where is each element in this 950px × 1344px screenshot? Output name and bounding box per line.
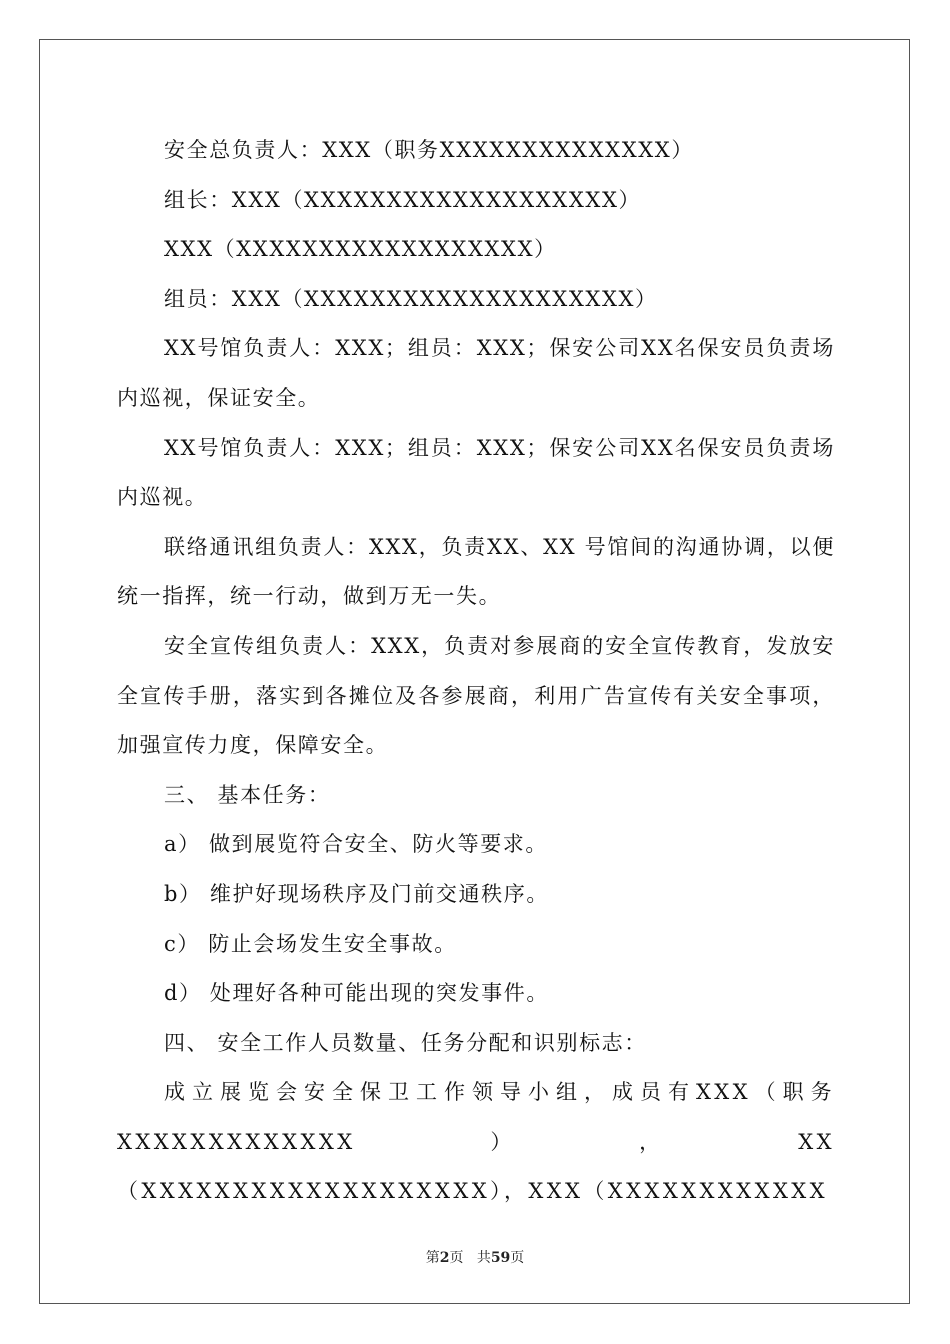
page-prefix: 第: [425, 1250, 440, 1266]
page-suffix: 页: [449, 1250, 464, 1266]
total-prefix: 共: [476, 1250, 491, 1266]
paragraph-safety-chief: 安全总负责人：XXX（职务XXXXXXXXXXXXXX）: [164, 138, 694, 162]
total-pages: 59: [490, 1250, 511, 1266]
total-suffix: 页: [510, 1250, 525, 1266]
paragraph-group-leader: 组长：XXX（XXXXXXXXXXXXXXXXXXX）: [164, 187, 642, 212]
page-number: 2: [439, 1250, 450, 1266]
paragraph-hall-b: XX号馆负责人：XXX；组员：XXX；保安公司XX名保安员负责场内巡视。: [117, 435, 835, 510]
section-heading-staff: 四、 安全工作人员数量、任务分配和识别标志：: [164, 1030, 647, 1055]
task-item-c: c） 防止会场发生安全事故。: [164, 931, 457, 956]
section-heading-basic-tasks: 三、 基本任务：: [164, 782, 331, 807]
paragraph-publicity-group: 安全宣传组负责人：XXX，负责对参展商的安全宣传教育，发放安全宣传手册，落实到各摊位及各参展商，利用广告宣传有关安全事项，加强宣传力度，保障安全。: [117, 633, 835, 758]
task-item-d: d） 处理好各种可能出现的突发事件。: [164, 981, 549, 1006]
paragraph-deputy: XXX（XXXXXXXXXXXXXXXXXX）: [164, 237, 557, 262]
paragraph-communication-group: 联络通讯组负责人：XXX，负责XX、XX 号馆间的沟通协调，以便统一指挥，统一行动，做到万无一失。: [117, 534, 835, 609]
paragraph-hall-a: XX号馆负责人：XXX；组员：XXX；保安公司XX名保安员负责场内巡视，保证安全。: [117, 336, 835, 410]
document-body: [117, 126, 835, 1217]
page-footer: [0, 1247, 950, 1267]
paragraph-leading-group: 成立展览会安全保卫工作领导小组，成员有XXX（职务XXXXXXXXXXXXX），XX（XXXXXXXXXXXXXXXXXXX），XXX（XXXXXXXXXXXX: [117, 1080, 835, 1204]
task-item-b: b） 维护好现场秩序及门前交通秩序。: [164, 881, 549, 906]
task-item-a: a） 做到展览符合安全、防火等要求。: [164, 832, 548, 857]
paragraph-group-members: 组员：XXX（XXXXXXXXXXXXXXXXXXXX）: [164, 286, 658, 311]
